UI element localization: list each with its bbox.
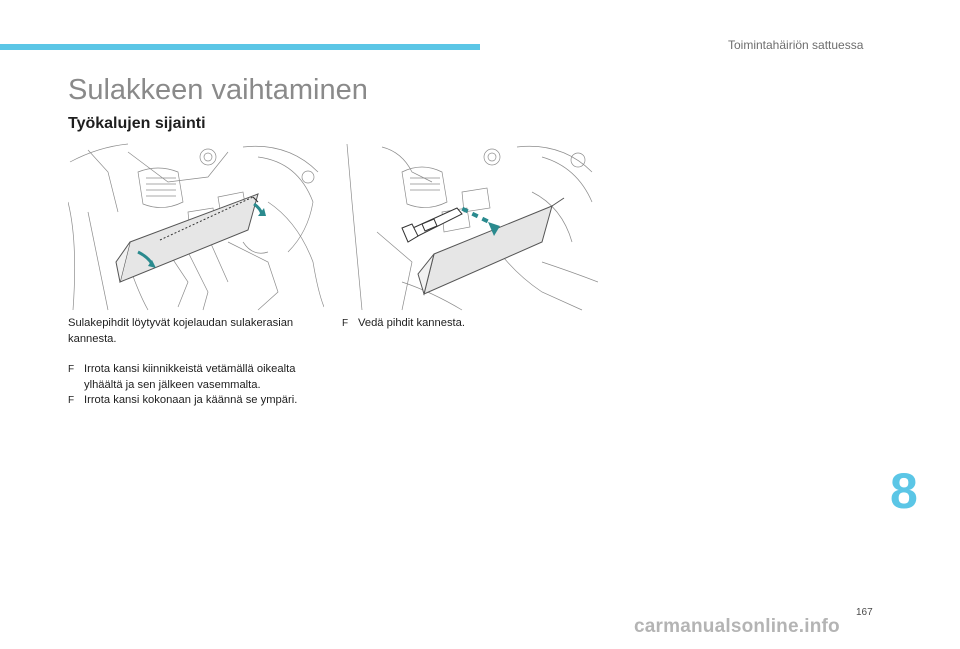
right-bullet-list bbox=[342, 316, 604, 332]
page-title: Sulakkeen vaihtaminen bbox=[68, 74, 368, 106]
bullet-text: Irrota kansi kokonaan ja käännä se ympäri. bbox=[84, 394, 298, 406]
bullet-item bbox=[68, 362, 330, 393]
bullet-marker: F bbox=[68, 395, 75, 406]
watermark: carmanualsonline.info bbox=[634, 616, 840, 637]
bullet-item bbox=[68, 393, 330, 409]
section-subtitle: Työkalujen sijainti bbox=[68, 115, 206, 132]
bullet-marker: F bbox=[68, 364, 75, 375]
bullet-marker: F bbox=[342, 318, 349, 329]
bullet-text: Vedä pihdit kannesta. bbox=[358, 317, 465, 329]
chapter-number: 8 bbox=[890, 463, 918, 519]
pliers-removal-illustration bbox=[342, 142, 598, 312]
intro-text: Sulakepihdit löytyvät kojelaudan sulakerasian kannesta. bbox=[68, 317, 294, 345]
bullet-item bbox=[342, 316, 604, 332]
bullet-text: Irrota kansi kiinnikkeistä vetämällä oikealta ylhäältä ja sen jälkeen vasemmalta. bbox=[84, 363, 296, 391]
page-number: 167 bbox=[856, 607, 873, 618]
section-header: Toimintahäiriön sattuessa bbox=[728, 38, 864, 52]
left-bullet-list bbox=[68, 362, 330, 409]
top-accent-bar bbox=[0, 44, 480, 50]
fuse-cover-removal-illustration bbox=[68, 142, 324, 312]
